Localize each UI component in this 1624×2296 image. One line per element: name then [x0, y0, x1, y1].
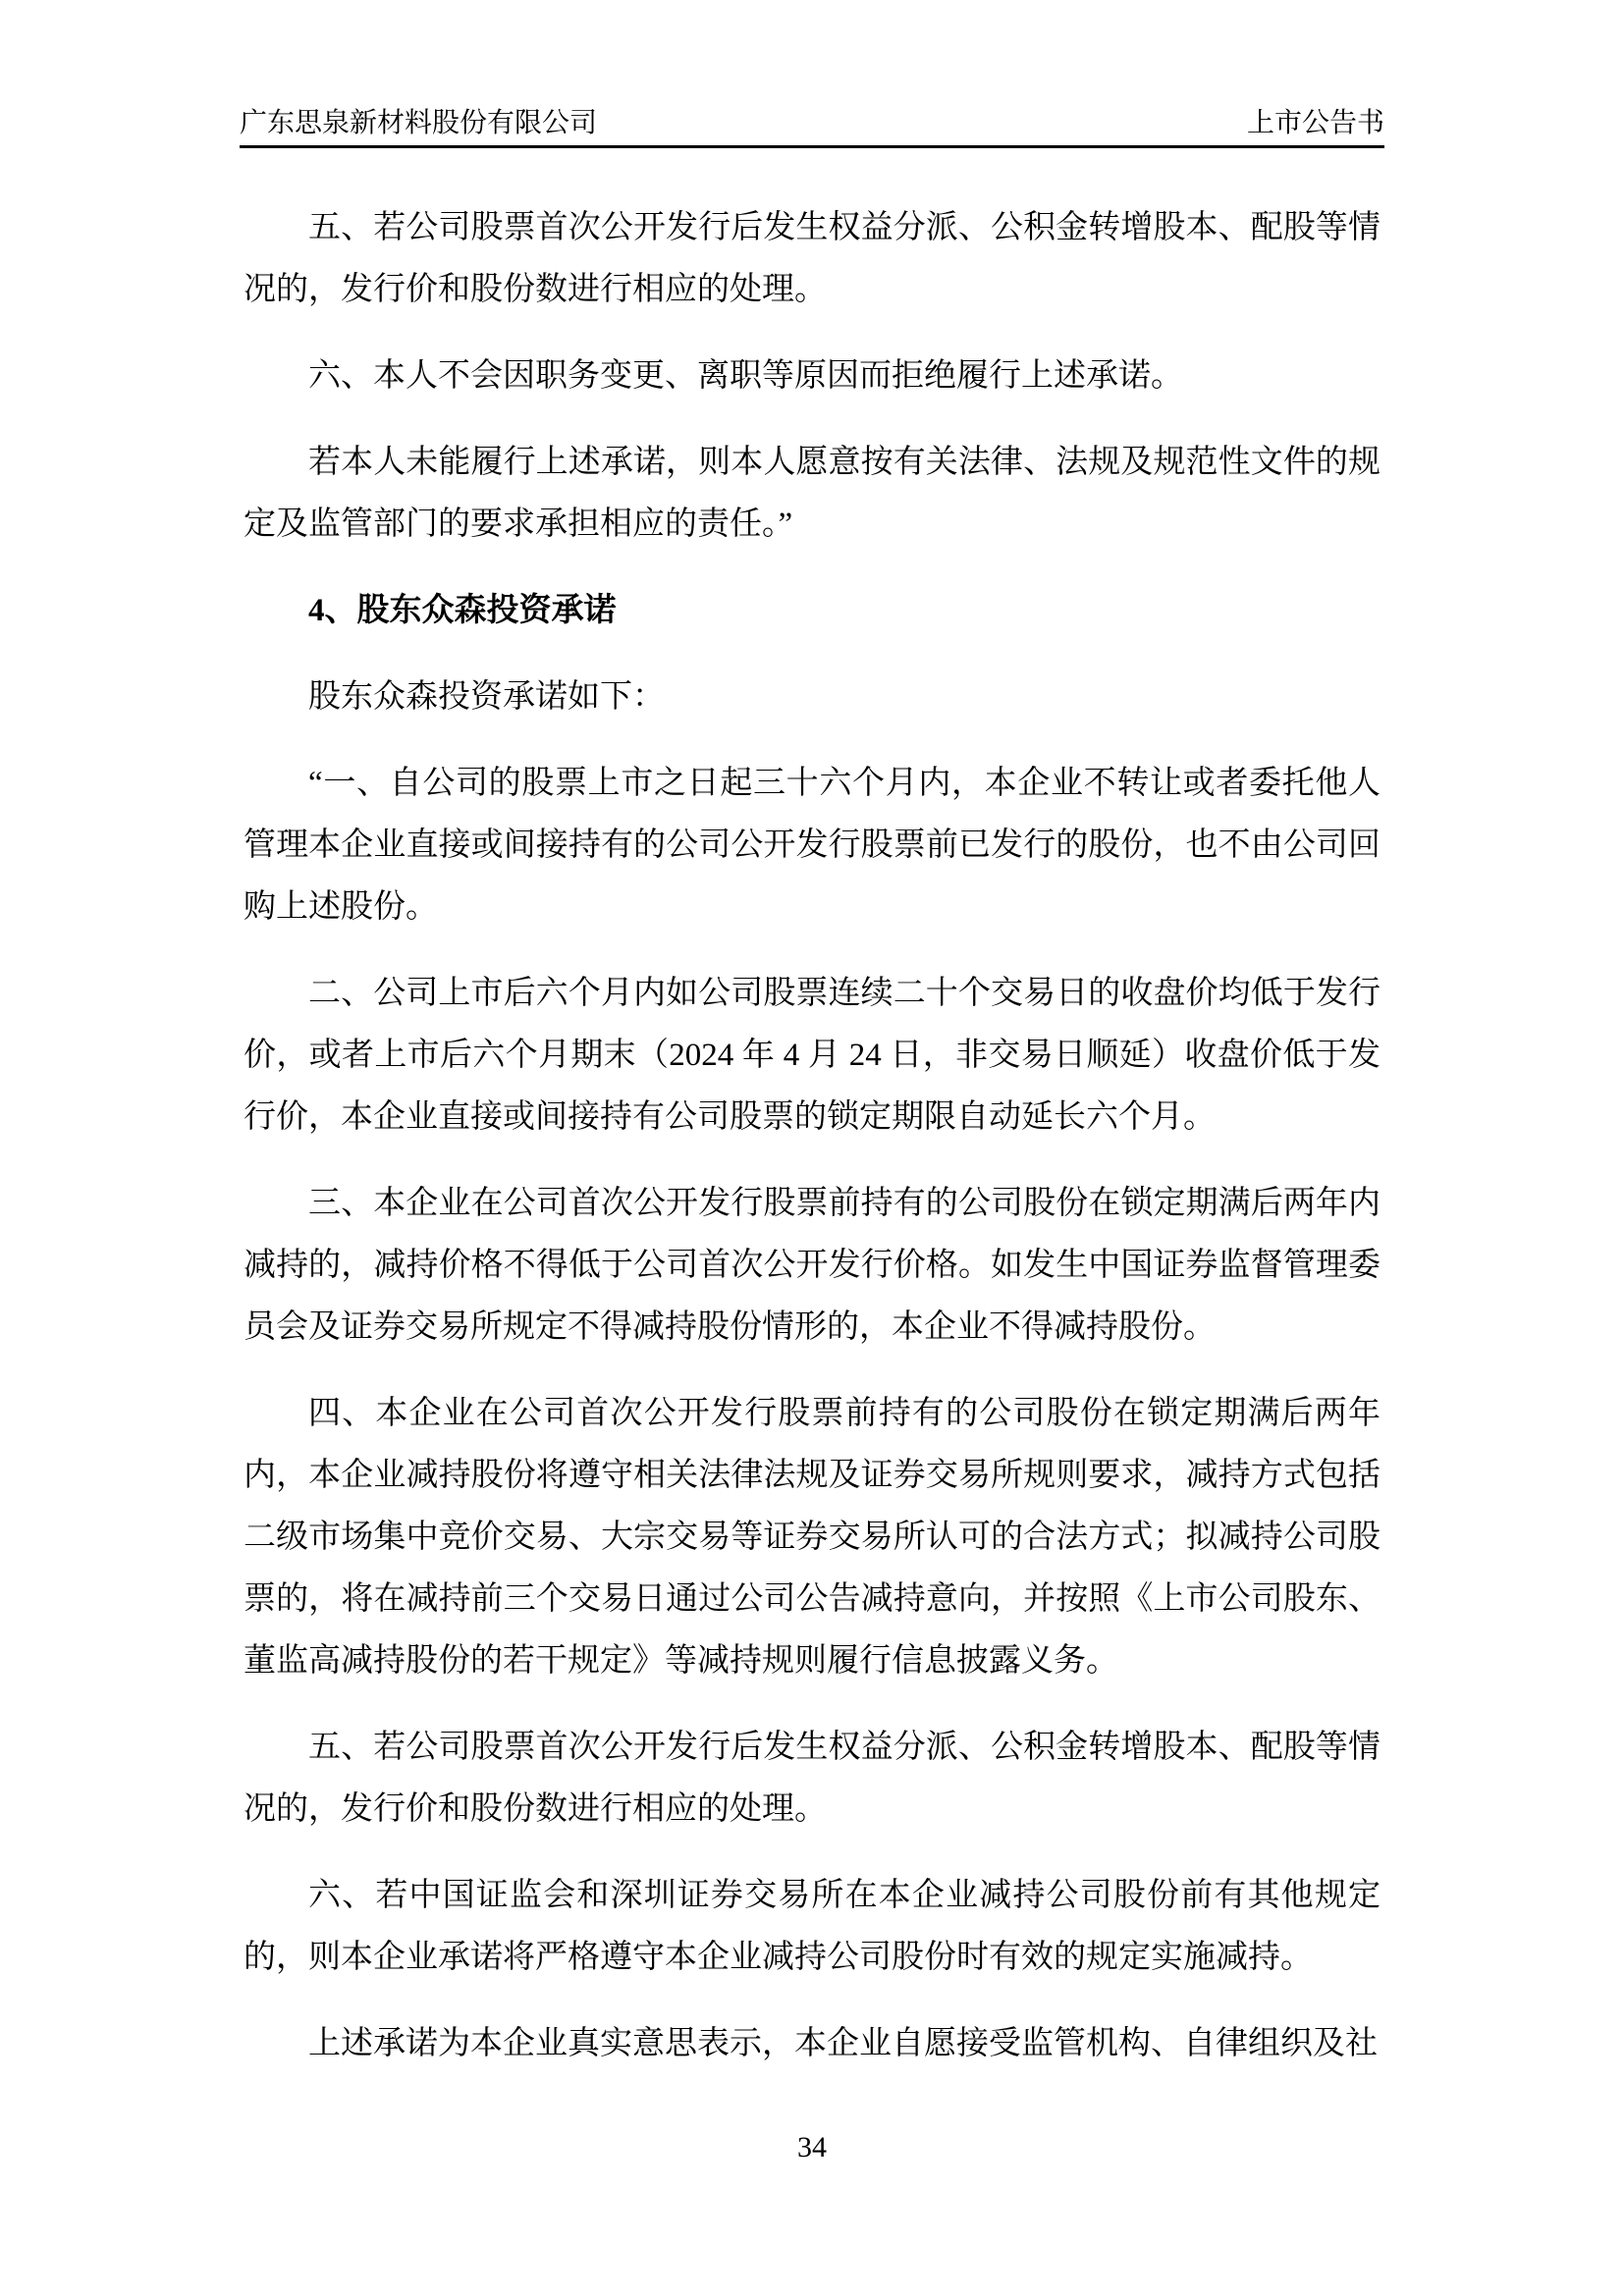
paragraph-item-5-adjustment: 五、若公司股票首次公开发行后发生权益分派、公积金转增股本、配股等情况的，发行价和股份数进行相应的处理。 [244, 1730, 1380, 1827]
header-doc-title: 上市公告书 [1246, 108, 1384, 138]
page-header [240, 0, 1384, 148]
paragraph-liability-clause: 若本人未能履行上述承诺，则本人愿意按有关法律、法规及规范性文件的规定及监管部门的要求承担相应的责任。” [244, 445, 1380, 542]
document-body [244, 197, 1380, 2075]
paragraph-commitment-intro: 股东众森投资承诺如下： [308, 679, 665, 715]
paragraph-item-6-no-refusal: 六、本人不会因职务变更、离职等原因而拒绝履行上述承诺。 [308, 358, 1183, 394]
paragraph-item-1-lockup: “一、自公司的股票上市之日起三十六个月内，本企业不转让或者委托他人管理本企业直接或间接持有的公司公开发行股票前已发行的股份，也不由公司回购上述股份。 [244, 766, 1380, 925]
section-heading-zhongsen-commitment: 4、股东众森投资承诺 [308, 593, 617, 628]
paragraph-item-2-price-extension: 二、公司上市后六个月内如公司股票连续二十个交易日的收盘价均低于发行价，或者上市后六个月期末（2024 年 4 月 24 日，非交易日顺延）收盘价低于发行价，本企业直接或间接持有公司股票的锁定期限自动延长六个月。 [244, 976, 1380, 1135]
paragraph-item-6-other-rules: 六、若中国证监会和深圳证券交易所在本企业减持公司股份前有其他规定的，则本企业承诺将严格遵守本企业减持公司股份时有效的规定实施减持。 [244, 1878, 1380, 1975]
page-footer [0, 2131, 1624, 2163]
paragraph-item-4-reduction-method: 四、本企业在公司首次公开发行股票前持有的公司股份在锁定期满后两年内，本企业减持股份将遵守相关法律法规及证券交易所规则要求，减持方式包括二级市场集中竞价交易、大宗交易等证券交易所认可的合法方式；拟减持公司股票的，将在减持前三个交易日通过公司公告减持意向，并按照《上市公司股东、董监高减持股份的若干规定》等减持规则履行信息披露义务。 [244, 1396, 1380, 1679]
header-company-name: 广东思泉新材料股份有限公司 [240, 108, 598, 138]
paragraph-item-5-resolve: 五、若公司股票首次公开发行后发生权益分派、公积金转增股本、配股等情况的，发行价和股份数进行相应的处理。 [244, 210, 1380, 307]
page-number: 34 [797, 2131, 827, 2163]
paragraph-item-3-reduction-price: 三、本企业在公司首次公开发行股票前持有的公司股份在锁定期满后两年内减持的，减持价格不得低于公司首次公开发行价格。如发生中国证券监督管理委员会及证券交易所规定不得减持股份情形的，本企业不得减持股份。 [244, 1186, 1380, 1345]
paragraph-closing-statement: 上述承诺为本企业真实意思表示，本企业自愿接受监管机构、自律组织及社 [308, 2026, 1378, 2061]
